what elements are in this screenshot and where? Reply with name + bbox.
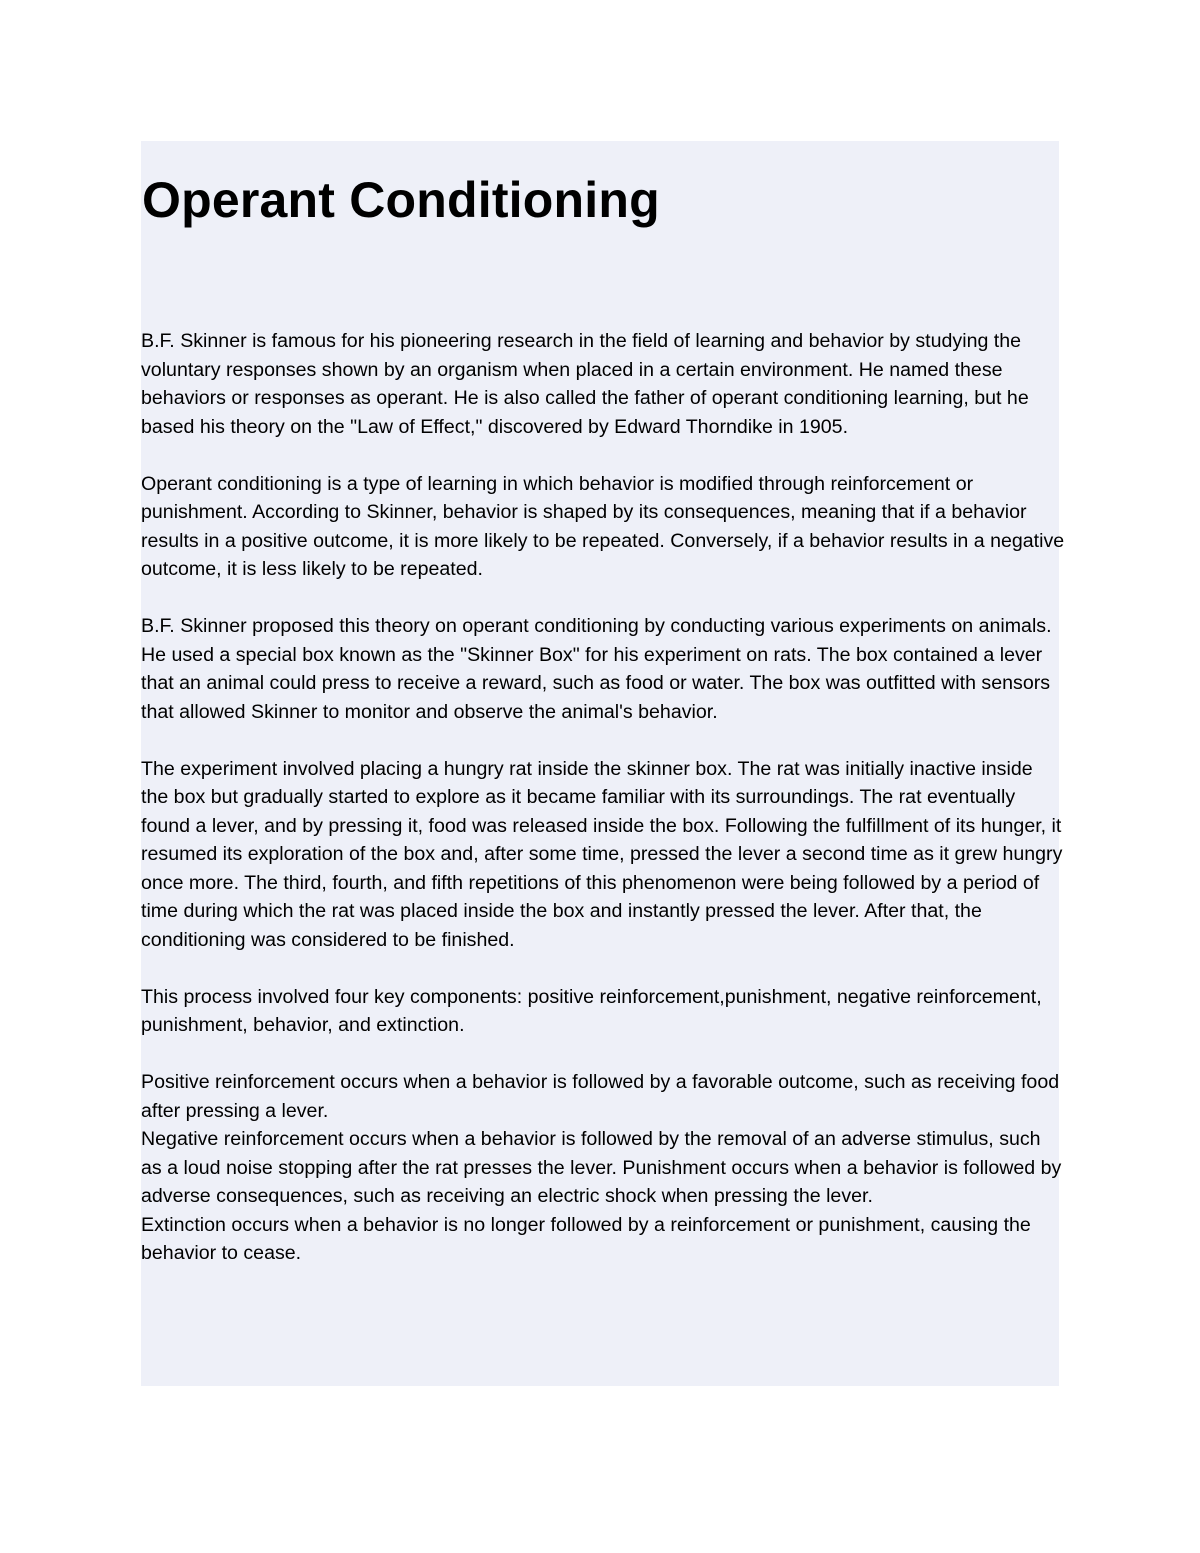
paragraph-positive-reinforcement: Positive reinforcement occurs when a behavior is followed by a favorable outcome, such as receiving food after pressing a lever. [141, 1071, 1060, 1122]
paragraph-components: This process involved four key components: positive reinforcement,punishment, negative reinforcement, punishment, behavior, and extinction. [141, 985, 1042, 1036]
paragraph-definition: Operant conditioning is a type of learning in which behavior is modified through reinforcement or punishment. According to Skinner, behavior is shaped by its consequences, meaning that if a behavior results in a positive outcome, it is more likely to be repeated. Conversely, if a behavior results in a negative outcome, it is less likely to be repeated. [141, 472, 1065, 580]
paragraph-spacer [141, 441, 1065, 470]
paragraph-spacer [141, 726, 1065, 755]
paragraph-skinner-intro: B.F. Skinner is famous for his pioneering research in the field of learning and behavior by studying the voluntary responses shown by an organism when placed in a certain environment. He named these behaviors or responses as operant. He is also called the father of operant conditioning learning, but he based his theory on the "Law of Effect," discovered by Edward Thorndike in 1905. [141, 330, 1029, 438]
paragraph-spacer [141, 954, 1065, 983]
document-body [141, 327, 1065, 1268]
paragraph-spacer [141, 1040, 1065, 1069]
paragraph-extinction: Extinction occurs when a behavior is no longer followed by a reinforcement or punishment, causing the behavior to cease. [141, 1213, 1031, 1264]
paragraph-negative-reinforcement: Negative reinforcement occurs when a behavior is followed by the removal of an adverse stimulus, such as a loud noise stopping after the rat presses the lever. Punishment occurs when a behavior is followed by adverse consequences, such as receiving an electric shock when pressing the lever. [141, 1128, 1062, 1207]
document-title: Operant Conditioning [142, 172, 660, 228]
paragraph-skinner-box: B.F. Skinner proposed this theory on operant conditioning by conducting various experiments on animals. He used a special box known as the "Skinner Box" for his experiment on rats. The box contained a lever that an animal could press to receive a reward, such as food or water. The box was outfitted with sensors that allowed Skinner to monitor and observe the animal's behavior. [141, 615, 1052, 723]
paragraph-experiment: The experiment involved placing a hungry rat inside the skinner box. The rat was initially inactive inside the box but gradually started to explore as it became familiar with its surroundings. The rat eventually found a lever, and by pressing it, food was released inside the box. Following the fulfillment of its hunger, it resumed its exploration of the box and, after some time, pressed the lever a second time as it grew hungry once more. The third, fourth, and fifth repetitions of this phenomenon were being followed by a period of time during which the rat was placed inside the box and instantly pressed the lever. After that, the conditioning was considered to be finished. [141, 757, 1063, 951]
paragraph-spacer [141, 584, 1065, 613]
